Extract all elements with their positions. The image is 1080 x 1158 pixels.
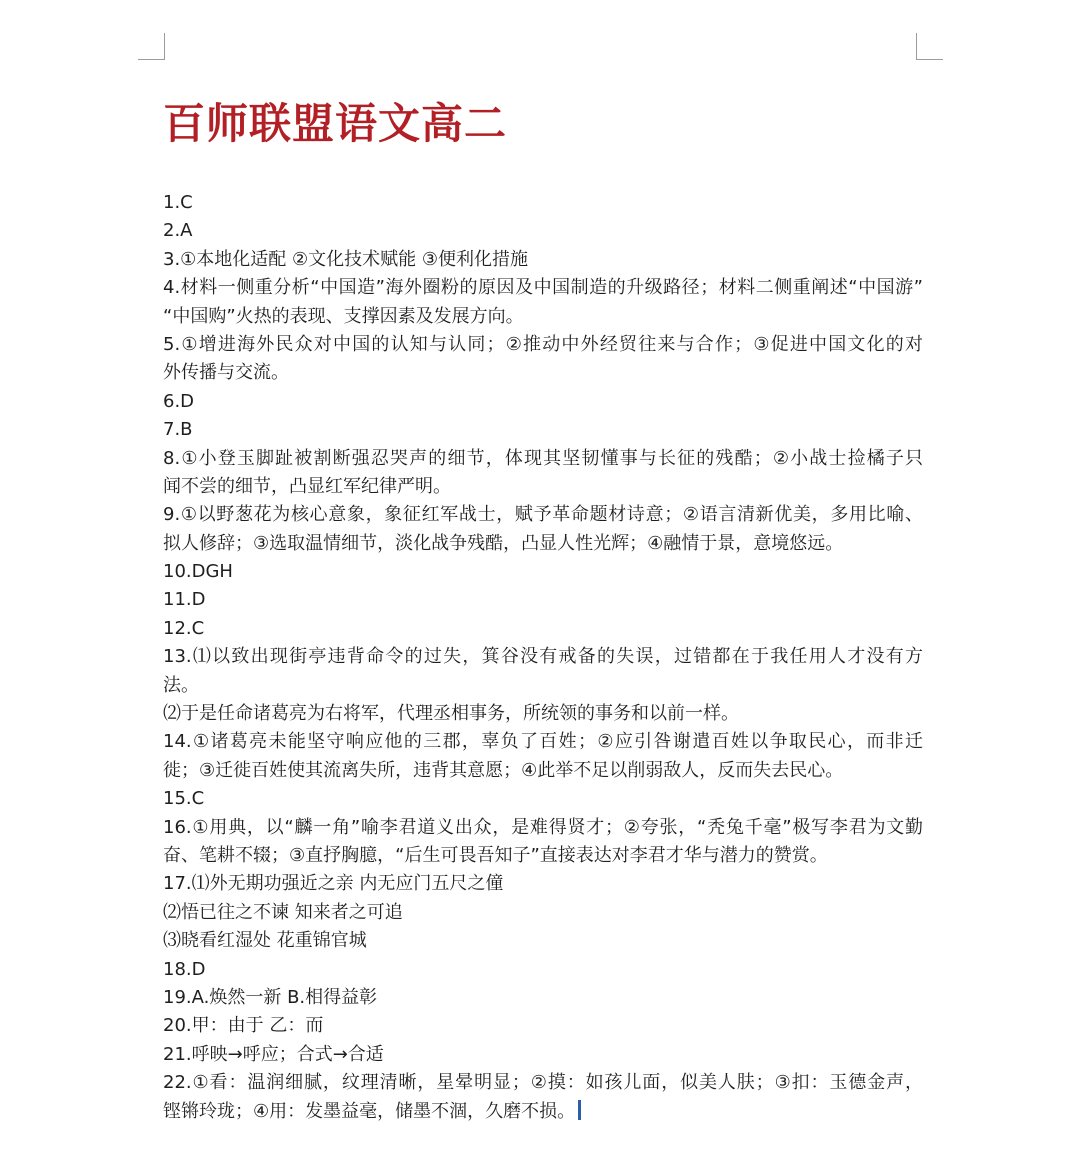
answer-text: 3.①本地化适配 ②文化技术赋能 ③便利化措施 (163, 248, 529, 270)
answer-line[interactable] (163, 416, 923, 444)
answer-text: 法。 (163, 674, 199, 696)
answer-line[interactable] (163, 757, 923, 785)
answer-line[interactable] (163, 728, 923, 756)
answer-line[interactable] (163, 445, 923, 473)
answer-text: 19.A.焕然一新 B.相得益彰 (163, 986, 378, 1008)
answer-text: 9.①以野葱花为核心意象，象征红军战士，赋予革命题材诗意；②语言清新优美，多用比喻、 (163, 504, 923, 526)
answer-text: 外传播与交流。 (163, 362, 289, 384)
answer-line[interactable] (163, 189, 923, 217)
answer-text: 21.呼映→呼应；合式→合适 (163, 1043, 384, 1065)
answer-line[interactable] (163, 303, 923, 331)
answer-line[interactable] (163, 388, 923, 416)
answer-text: 10.DGH (163, 561, 233, 583)
answer-text: 11.D (163, 589, 206, 611)
answer-line[interactable] (163, 274, 923, 302)
answer-list (163, 189, 923, 1126)
answer-text: 17.⑴外无期功强近之亲 内无应门五尺之僮 (163, 873, 504, 895)
answer-line[interactable] (163, 899, 923, 927)
answer-text: 13.⑴以致出现街亭违背命令的过失，箕谷没有戒备的失误，过错都在于我任用人才没有方 (163, 646, 923, 668)
answer-text: ⑵悟已往之不谏 知来者之可追 (163, 901, 403, 923)
answer-text: 12.C (163, 617, 205, 639)
answer-line[interactable] (163, 530, 923, 558)
answer-line[interactable] (163, 870, 923, 898)
answer-line[interactable] (163, 785, 923, 813)
answer-text: 徙；③迁徙百姓使其流离失所，违背其意愿；④此举不足以削弱敌人，反而失去民心。 (163, 759, 844, 781)
answer-line[interactable] (163, 558, 923, 586)
answer-text: 拟人修辞；③选取温情细节，淡化战争残酷，凸显人性光辉；④融情于景，意境悠远。 (163, 532, 844, 554)
answer-line[interactable] (163, 672, 923, 700)
answer-text: 5.①增进海外民众对中国的认知与认同；②推动中外经贸往来与合作；③促进中国文化的对 (163, 333, 923, 355)
answer-line[interactable] (163, 842, 923, 870)
answer-text: 16.①用典，以“麟一角”喻李君道义出众，是难得贤才；②夸张，“秃兔千毫”极写李君为文勤 (163, 816, 923, 838)
answer-text: 7.B (163, 419, 193, 441)
answer-text: 14.①诸葛亮未能坚守响应他的三郡，辜负了百姓；②应引咎谢遣百姓以争取民心，而非迁 (163, 731, 923, 753)
answer-line[interactable] (163, 1041, 923, 1069)
answer-text: 1.C (163, 192, 193, 213)
answer-text: ⑵于是任命诸葛亮为右将军，代理丞相事务，所统领的事务和以前一样。 (163, 703, 739, 725)
answer-line[interactable] (163, 1069, 923, 1097)
answer-line[interactable] (163, 1012, 923, 1040)
answer-text: 铿锵玲珑；④用：发墨益毫，储墨不涸，久磨不损。 (163, 1100, 576, 1122)
answer-text: 20.甲：由于 乙：而 (163, 1015, 324, 1037)
answer-text: 闻不尝的细节，凸显红军纪律严明。 (163, 475, 451, 497)
answer-line[interactable] (163, 927, 923, 955)
answer-line[interactable] (163, 359, 923, 387)
answer-text: 15.C (163, 788, 205, 810)
answer-text: “中国购”火热的表现、支撑因素及发展方向。 (163, 305, 524, 327)
answer-text: 8.①小登玉脚趾被割断强忍哭声的细节，体现其坚韧懂事与长征的残酷；②小战士捡橘子只 (163, 447, 923, 469)
answer-text: 22.①看：温润细腻，纹理清晰，星晕明显；②摸：如孩儿面，似美人肤；③扣：玉德金声， (163, 1072, 923, 1094)
answer-text: 奋、笔耕不辍；③直抒胸臆，“后生可畏吾知子”直接表达对李君才华与潜力的赞赏。 (163, 844, 828, 866)
answer-line[interactable] (163, 956, 923, 984)
answer-line[interactable] (163, 700, 923, 728)
page-corner-mark-left (138, 33, 165, 60)
answer-line[interactable] (163, 984, 923, 1012)
answer-line[interactable] (163, 501, 923, 529)
answer-line[interactable] (163, 1098, 923, 1126)
answer-text: 4.材料一侧重分析“中国造”海外圈粉的原因及中国制造的升级路径；材料二侧重阐述“中国游” (163, 277, 923, 299)
answer-line[interactable] (163, 473, 923, 501)
text-cursor (578, 1100, 581, 1120)
answer-line[interactable] (163, 586, 923, 614)
answer-text: 18.D (163, 958, 206, 980)
page-corner-mark-right (916, 33, 943, 60)
answer-line[interactable] (163, 331, 923, 359)
document-title: 百师联盟语文高二 (163, 99, 508, 148)
answer-text: 2.A (163, 220, 193, 242)
answer-line[interactable] (163, 643, 923, 671)
answer-line[interactable] (163, 246, 923, 274)
answer-line[interactable] (163, 615, 923, 643)
answer-line[interactable] (163, 217, 923, 245)
answer-line[interactable] (163, 814, 923, 842)
answer-text: ⑶晓看红湿处 花重锦官城 (163, 930, 367, 952)
answer-text: 6.D (163, 390, 195, 412)
